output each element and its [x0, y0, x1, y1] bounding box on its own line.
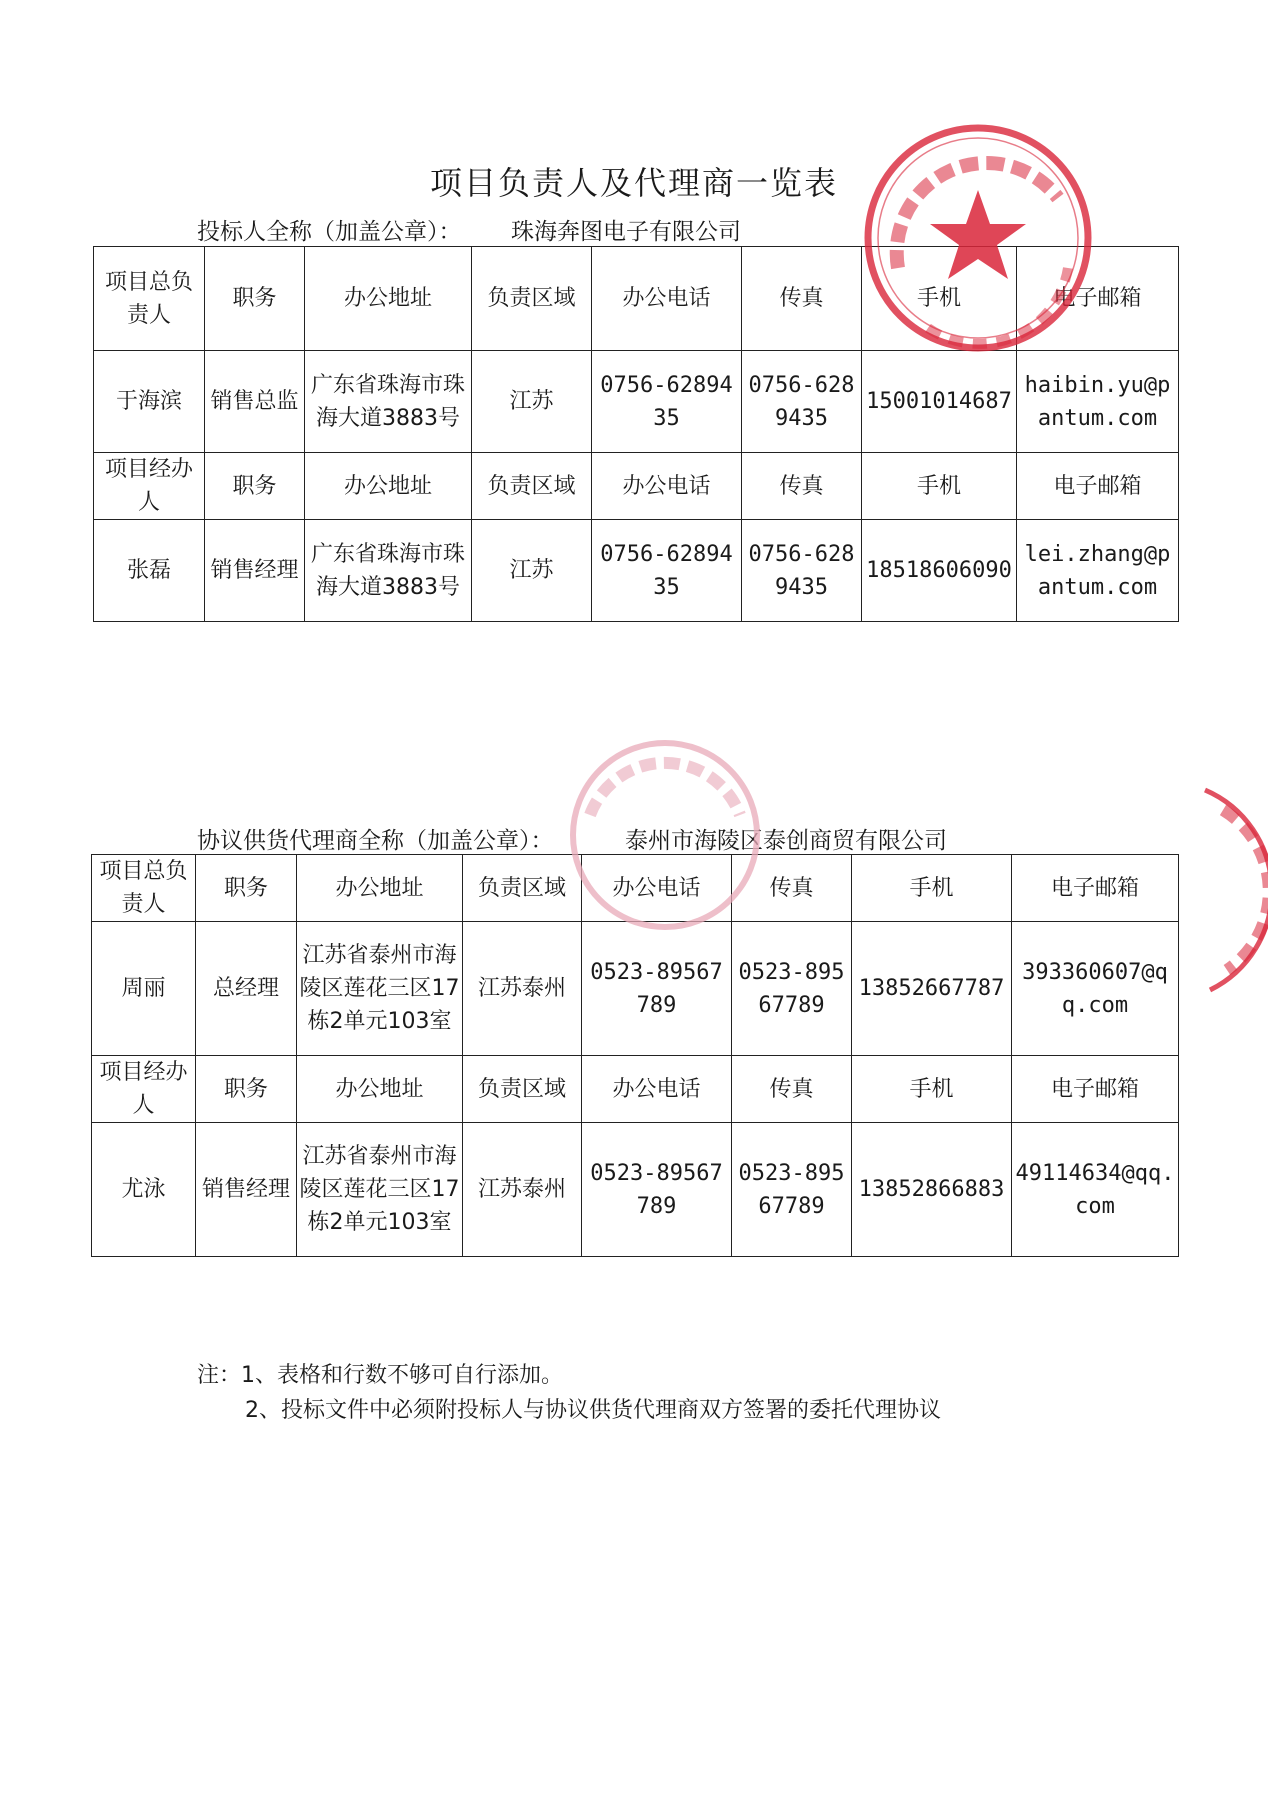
agent-contact-table [91, 854, 1179, 1257]
header-cell: 手机 [862, 247, 1017, 351]
agent-name: 泰州市海陵区泰创商贸有限公司 [625, 828, 947, 854]
header-cell: 项目经办人 [94, 453, 205, 520]
table-header-row [92, 1056, 1179, 1123]
table-cell: 13852667787 [852, 922, 1012, 1056]
header-cell: 传真 [742, 247, 862, 351]
header-cell: 办公地址 [297, 1056, 463, 1123]
table-cell: 江苏省泰州市海陵区莲花三区17栋2单元103室 [297, 1123, 463, 1257]
table-cell: 0756-6289435 [592, 520, 742, 622]
header-cell: 职务 [205, 453, 305, 520]
table-cell: 13852866883 [852, 1123, 1012, 1257]
table-row [92, 1123, 1179, 1257]
header-cell: 办公电话 [582, 855, 732, 922]
table-header-row [94, 453, 1179, 520]
table-row [94, 351, 1179, 453]
header-cell: 职务 [196, 1056, 297, 1123]
header-cell: 办公电话 [582, 1056, 732, 1123]
table-cell: 0523-89567789 [582, 922, 732, 1056]
table-cell: 18518606090 [862, 520, 1017, 622]
header-cell: 手机 [852, 1056, 1012, 1123]
table-cell: 393360607@qq.com [1012, 922, 1179, 1056]
header-cell: 传真 [732, 855, 852, 922]
table-cell: 0756-6289435 [592, 351, 742, 453]
header-cell: 传真 [732, 1056, 852, 1123]
header-cell: 传真 [742, 453, 862, 520]
table-cell: 江苏泰州 [463, 1123, 582, 1257]
header-cell: 职务 [205, 247, 305, 351]
bidder-contact-table [93, 246, 1179, 622]
header-cell: 项目总负责人 [92, 855, 196, 922]
table-cell: 尤泳 [92, 1123, 196, 1257]
header-cell: 手机 [862, 453, 1017, 520]
table-cell: 周丽 [92, 922, 196, 1056]
header-cell: 电子邮箱 [1012, 1056, 1179, 1123]
table-cell: 0523-89567789 [732, 1123, 852, 1257]
header-cell: 负责区域 [472, 453, 592, 520]
header-cell: 职务 [196, 855, 297, 922]
table-cell: 0756-6289435 [742, 351, 862, 453]
table-cell: lei.zhang@pantum.com [1017, 520, 1179, 622]
table-cell: 于海滨 [94, 351, 205, 453]
header-cell: 负责区域 [463, 1056, 582, 1123]
table-cell: 销售经理 [205, 520, 305, 622]
table-cell: 49114634@qq.com [1012, 1123, 1179, 1257]
table-cell: 0523-89567789 [732, 922, 852, 1056]
table-cell: 张磊 [94, 520, 205, 622]
table-cell: 销售总监 [205, 351, 305, 453]
table-cell: 江苏 [472, 520, 592, 622]
table-cell: 总经理 [196, 922, 297, 1056]
table-header-row [94, 247, 1179, 351]
header-cell: 负责区域 [472, 247, 592, 351]
agent-label: 协议供货代理商全称（加盖公章）： [197, 828, 554, 854]
table-cell: 江苏省泰州市海陵区莲花三区17栋2单元103室 [297, 922, 463, 1056]
header-cell: 电子邮箱 [1017, 247, 1179, 351]
note-2: 2、投标文件中必须附投标人与协议供货代理商双方签署的委托代理协议 [245, 1398, 941, 1423]
table-cell: 15001014687 [862, 351, 1017, 453]
table-cell: 0756-6289435 [742, 520, 862, 622]
bidder-label: 投标人全称（加盖公章）： [197, 219, 462, 245]
table-cell: 0523-89567789 [582, 1123, 732, 1257]
header-cell: 手机 [852, 855, 1012, 922]
table-cell: 江苏泰州 [463, 922, 582, 1056]
table-cell: 广东省珠海市珠海大道3883号 [305, 520, 472, 622]
note-1: 注：1、表格和行数不够可自行添加。 [197, 1363, 563, 1388]
table-cell: haibin.yu@pantum.com [1017, 351, 1179, 453]
table-cell: 广东省珠海市珠海大道3883号 [305, 351, 472, 453]
table-row [94, 520, 1179, 622]
header-cell: 电子邮箱 [1012, 855, 1179, 922]
header-cell: 办公电话 [592, 247, 742, 351]
table-cell: 销售经理 [196, 1123, 297, 1257]
table-cell: 江苏 [472, 351, 592, 453]
table-row [92, 922, 1179, 1056]
table-header-row [92, 855, 1179, 922]
header-cell: 办公地址 [297, 855, 463, 922]
header-cell: 负责区域 [463, 855, 582, 922]
header-cell: 项目经办人 [92, 1056, 196, 1123]
partial-seal-stamp [1175, 780, 1268, 1000]
header-cell: 办公地址 [305, 453, 472, 520]
page-title: 项目负责人及代理商一览表 [429, 164, 838, 202]
header-cell: 办公电话 [592, 453, 742, 520]
bidder-name: 珠海奔图电子有限公司 [511, 219, 741, 245]
header-cell: 项目总负责人 [94, 247, 205, 351]
header-cell: 电子邮箱 [1017, 453, 1179, 520]
header-cell: 办公地址 [305, 247, 472, 351]
